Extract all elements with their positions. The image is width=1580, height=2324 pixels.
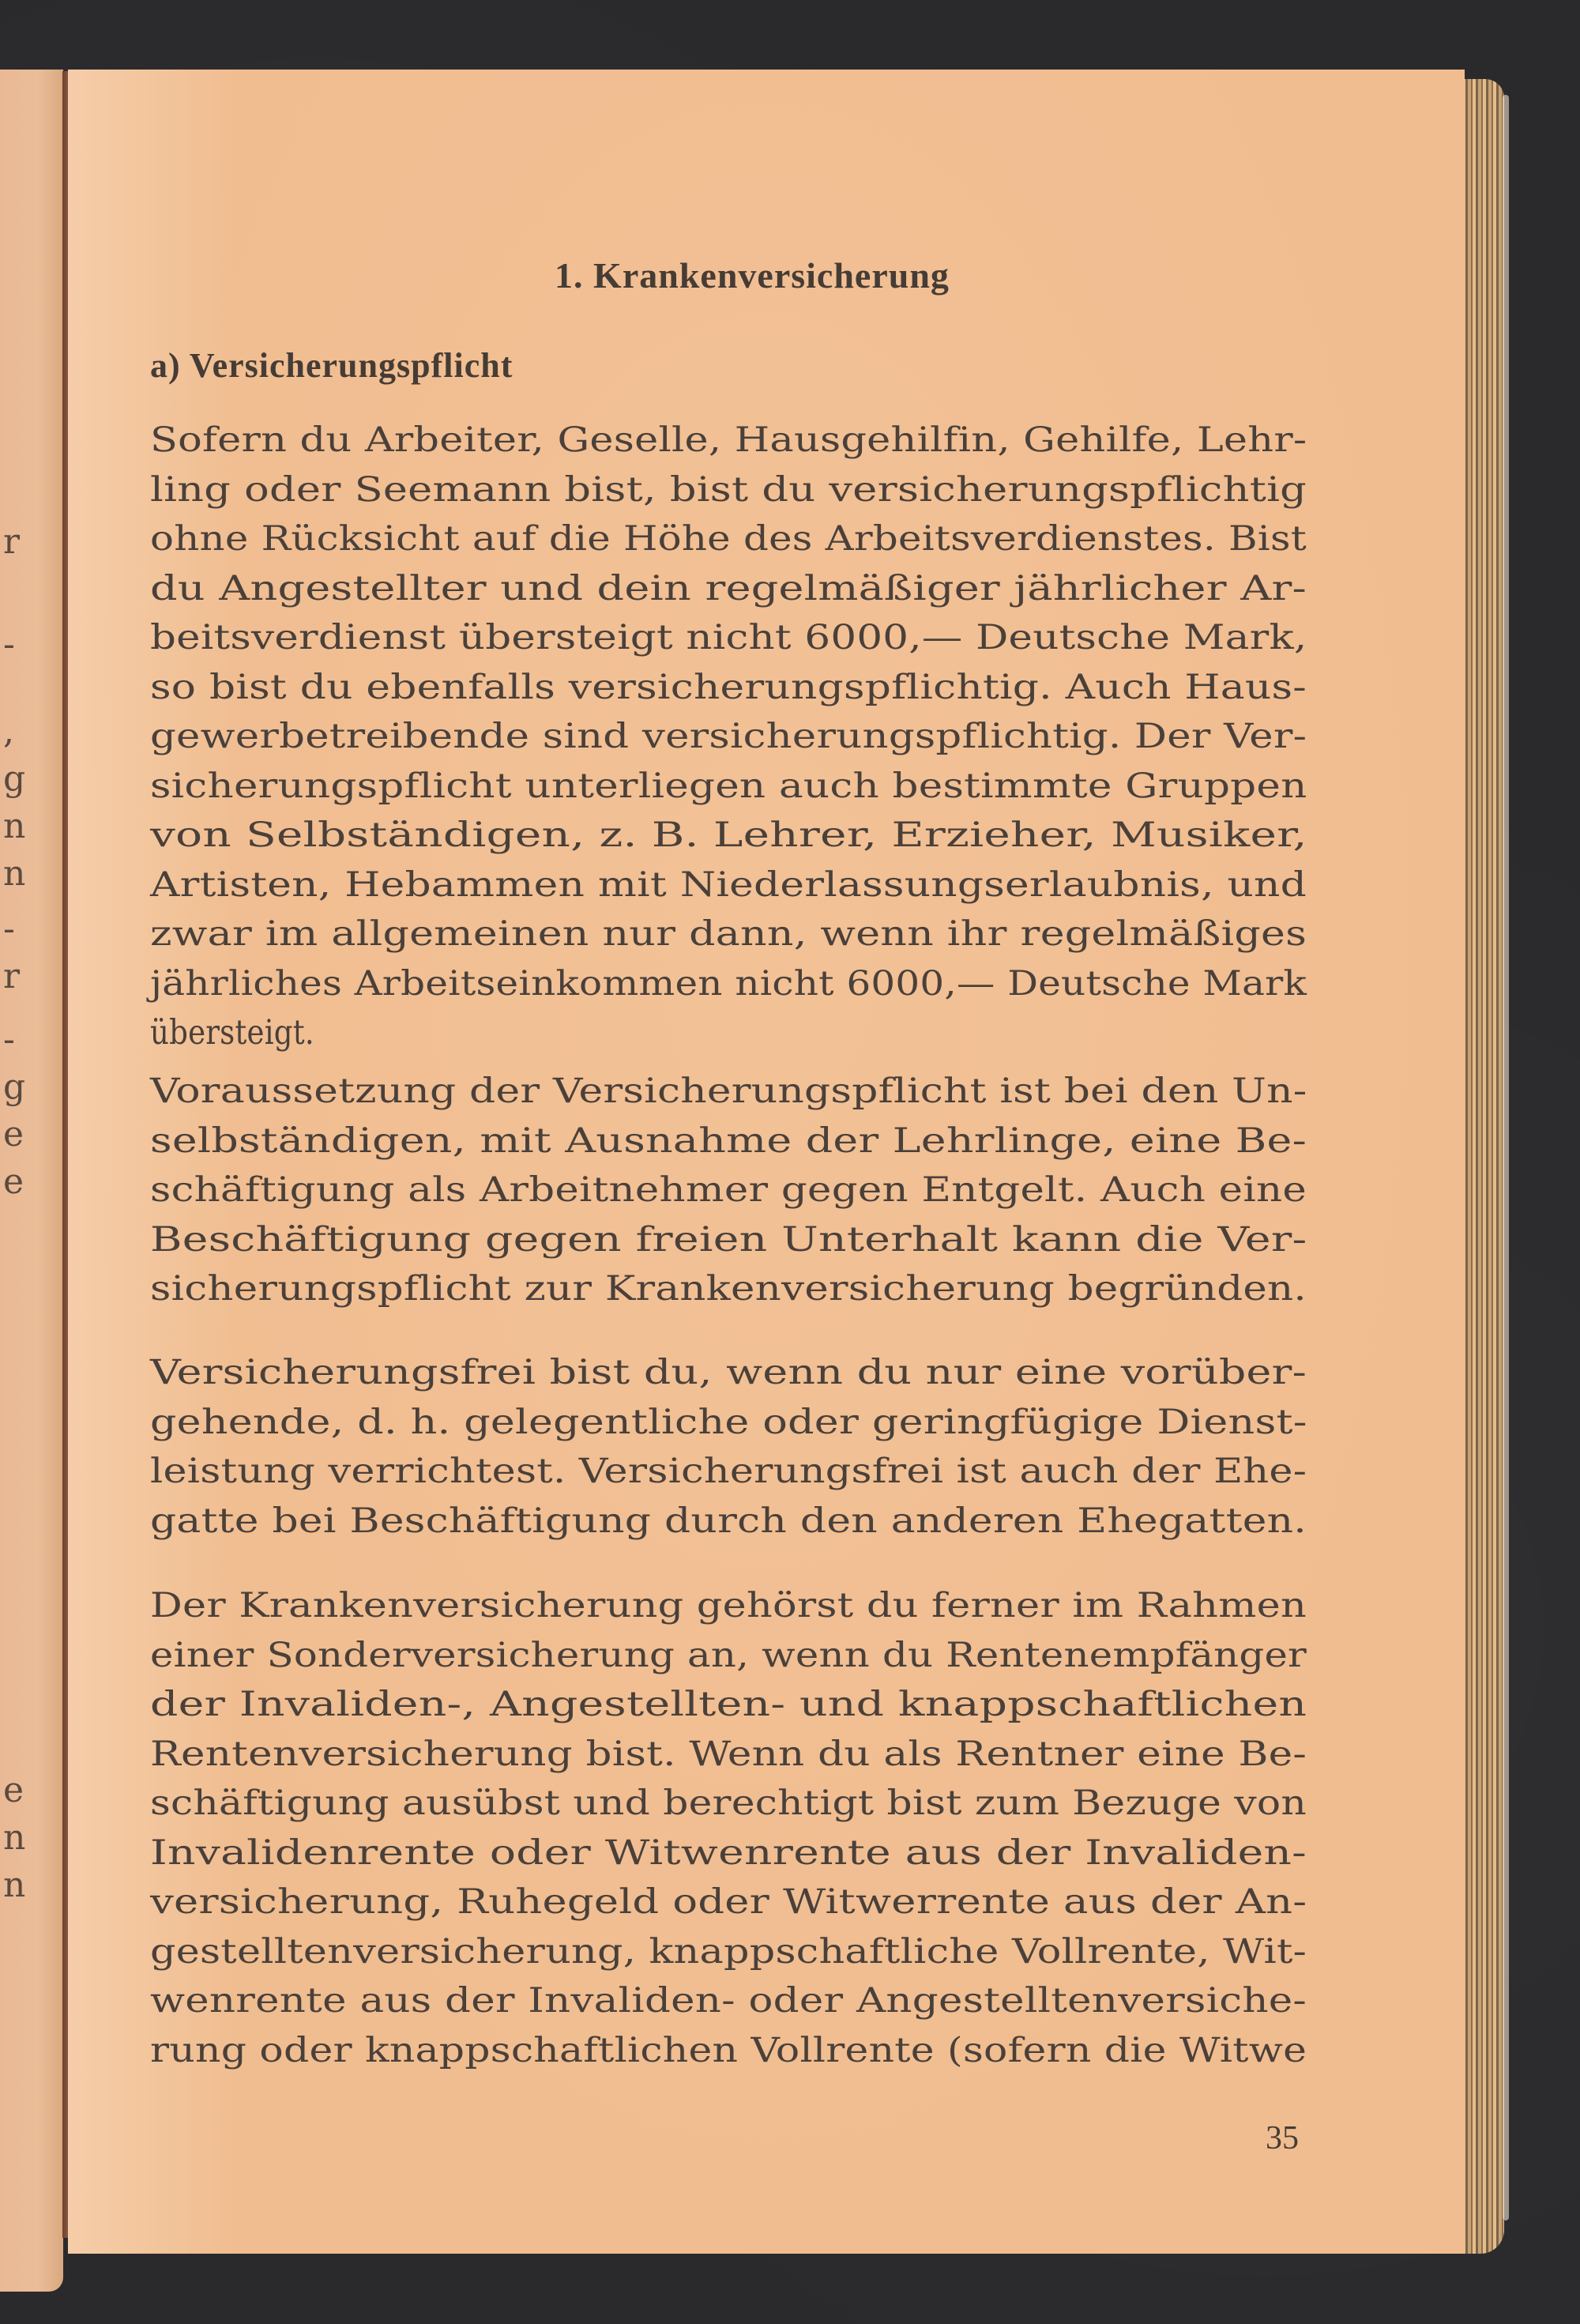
text-line: Voraussetzung der Versicherungspflicht ist bei den Un- [150, 1072, 1307, 1111]
text-line: rung oder knappschaftlichen Vollrente (sofern die Witwe [150, 2030, 1307, 2070]
paragraph-1 [150, 416, 1307, 1058]
text-line: ohne Rücksicht auf die Höhe des Arbeitsverdienstes. Bist [150, 519, 1307, 559]
text-line: so bist du ebenfalls versicherungspflichtig. Auch Haus- [150, 667, 1307, 707]
text-line: gatte bei Beschäftigung durch den anderen Ehegatten. [150, 1501, 1307, 1541]
text-line: der Invaliden-, Angestellten- und knappschaftlichen [150, 1685, 1307, 1724]
text-line: Sofern du Arbeiter, Geselle, Hausgehilfin, Gehilfe, Lehr- [150, 420, 1307, 460]
margin-glyph: - [3, 909, 15, 949]
text-line: übersteigt. [150, 1013, 314, 1053]
text-line: Versicherungsfrei bist du, wenn du nur eine vorüber- [150, 1353, 1307, 1392]
facing-page-edge [0, 70, 63, 2292]
text-line: sicherungspflicht unterliegen auch bestimmte Gruppen [150, 766, 1307, 806]
section-title: a) Versicherungspflicht [150, 346, 514, 385]
text-line: von Selbständigen, z. B. Lehrer, Erzieher, Musiker, [150, 815, 1307, 855]
text-line: ling oder Seemann bist, bist du versicherungspflichtig [150, 469, 1307, 510]
text-line: Beschäftigung gegen freien Unterhalt kann die Ver- [150, 1219, 1307, 1260]
paragraph-3 [150, 1348, 1307, 1546]
text-line: schäftigung ausübst und berechtigt bist zum Bezuge von [150, 1783, 1307, 1823]
text-line: Der Krankenversicherung gehörst du ferner im Rahmen [150, 1586, 1307, 1625]
text-line: wenrente aus der Invaliden- oder Angestelltenversiche- [150, 1981, 1307, 2021]
margin-glyph: e [3, 1770, 24, 1810]
text-line: Invalidenrente oder Witwenrente aus der Invaliden- [150, 1832, 1307, 1873]
text-line: zwar im allgemeinen nur dann, wenn ihr regelmäßiges [150, 914, 1307, 954]
paragraph-2 [150, 1067, 1307, 1314]
text-line: gestelltenversicherung, knappschaftliche Vollrente, Wit- [150, 1931, 1307, 1972]
page-number: 35 [1266, 2120, 1299, 2156]
paragraph-4 [150, 1581, 1307, 2075]
text-line: gewerbetreibende sind versicherungspflichtig. Der Ver- [150, 717, 1307, 756]
margin-glyph: g [3, 1067, 26, 1107]
margin-glyph: n [3, 806, 26, 846]
text-line: schäftigung als Arbeitnehmer gegen Entgelt. Auch eine [150, 1170, 1307, 1210]
margin-glyph: r [3, 522, 21, 562]
text-line: gehende, d. h. gelegentliche oder geringfügige Dienst- [150, 1402, 1307, 1442]
text-line: sicherungspflicht zur Krankenversicherung begründen. [150, 1269, 1307, 1309]
text-line: versicherung, Ruhegeld oder Witwerrente aus der An- [150, 1882, 1307, 1922]
margin-glyph: e [3, 1114, 24, 1154]
margin-glyph: - [3, 1019, 15, 1060]
margin-glyph: - [3, 624, 15, 665]
margin-glyph: n [3, 1865, 26, 1905]
text-line: jährliches Arbeitseinkommen nicht 6000,— Deutsche Mark [150, 963, 1307, 1004]
text-line: selbständigen, mit Ausnahme der Lehrlinge, eine Be- [150, 1121, 1307, 1161]
margin-glyph: n [3, 1817, 26, 1858]
text-line: einer Sonderversicherung an, wenn du Rentenempfänger [150, 1635, 1307, 1675]
margin-glyph: g [3, 759, 26, 799]
margin-glyph: , [3, 711, 14, 751]
text-line: du Angestellter und dein regelmäßiger jährlicher Ar- [150, 568, 1307, 608]
text-line: beitsverdienst übersteigt nicht 6000,— Deutsche Mark, [150, 618, 1307, 657]
margin-glyph: r [3, 956, 21, 996]
margin-glyph: n [3, 853, 26, 894]
chapter-title: 1. Krankenversicherung [555, 255, 950, 296]
margin-glyph: e [3, 1162, 24, 1202]
text-line: Rentenversicherung bist. Wenn du als Rentner eine Be- [150, 1734, 1307, 1774]
text-line: Artisten, Hebammen mit Niederlassungserlaubnis, und [150, 864, 1307, 905]
text-line: leistung verrichtest. Versicherungsfrei ist auch der Ehe- [150, 1452, 1307, 1491]
